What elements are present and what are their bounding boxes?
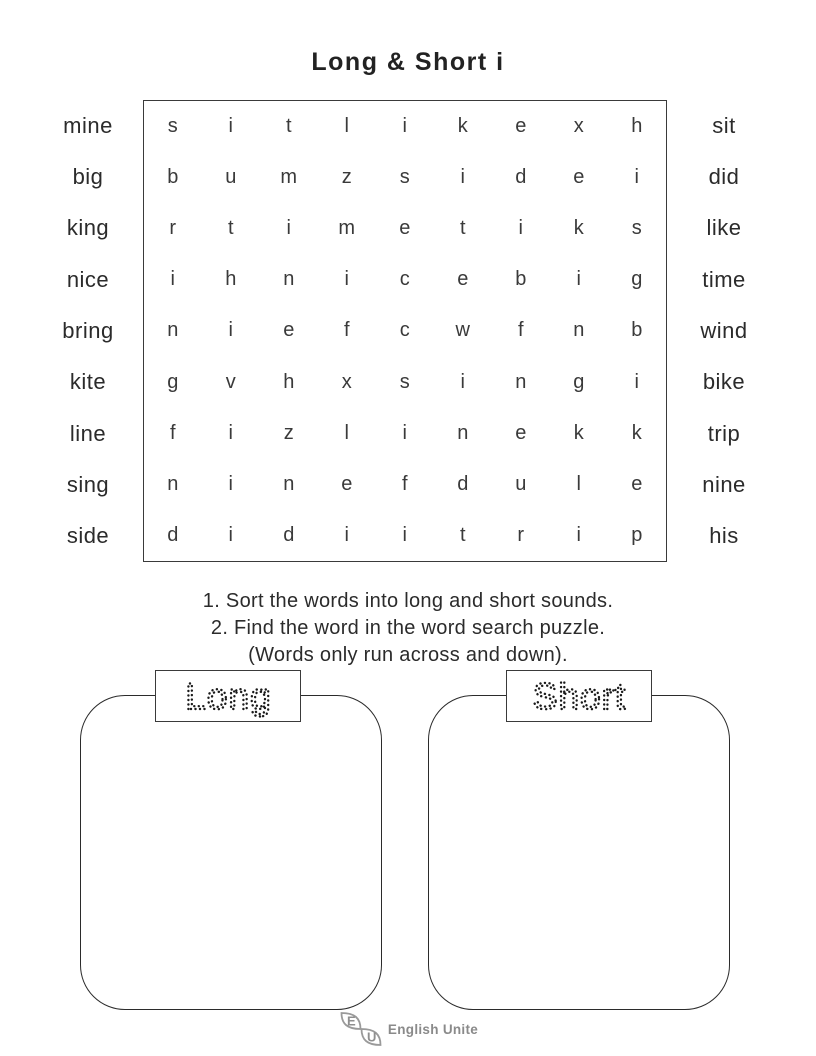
left-word-4: nice [66, 266, 110, 292]
right-word-3: like [706, 215, 742, 241]
left-word-7: line [69, 420, 107, 446]
grid-letter-r1c8: x [573, 115, 585, 138]
grid-letter-r3c4: m [338, 217, 356, 240]
instructions [0, 588, 816, 669]
instruction-line-3: (Words only run across and down). [248, 644, 568, 666]
left-word-list [36, 100, 140, 562]
logo-letter-u: U [366, 1029, 377, 1045]
grid-letter-r8c9: e [631, 472, 643, 495]
long-trace-word [157, 671, 300, 721]
right-word-6: bike [702, 369, 746, 395]
grid-letter-r3c5: e [399, 217, 411, 240]
grid-letter-r2c6: i [460, 166, 466, 189]
grid-letter-r7c2: i [228, 421, 234, 444]
page-title: Long & Short i [311, 48, 505, 76]
grid-letter-r9c4: i [344, 523, 350, 546]
grid-letter-r7c7: e [515, 421, 527, 444]
grid-letter-r1c2: i [228, 115, 234, 138]
grid-letter-r8c8: l [576, 472, 582, 495]
grid-letter-r4c4: i [344, 268, 350, 291]
grid-letter-r3c3: i [286, 217, 292, 240]
grid-letter-r2c7: d [515, 166, 527, 189]
grid-letter-r7c3: z [283, 421, 295, 444]
grid-letter-r6c6: i [460, 370, 466, 393]
brand-name: English Unite [387, 1021, 479, 1037]
word-search-grid [143, 100, 667, 562]
grid-letter-r1c4: l [344, 115, 350, 138]
grid-letter-r6c8: g [573, 370, 585, 393]
grid-letter-r5c1: n [167, 319, 179, 342]
grid-letter-r4c1: i [170, 268, 176, 291]
grid-letter-r4c8: i [576, 268, 582, 291]
grid-letter-r6c7: n [515, 370, 527, 393]
right-word-2: did [708, 163, 740, 189]
left-word-6: kite [69, 369, 107, 395]
long-label-box [155, 670, 301, 722]
long-label-text: Long [184, 676, 272, 717]
grid-letter-r4c5: c [399, 268, 411, 291]
left-word-9: side [66, 523, 110, 549]
grid-letter-r8c5: f [401, 472, 409, 495]
grid-letter-r9c9: p [631, 523, 643, 546]
grid-letter-r5c5: c [399, 319, 411, 342]
grid-letter-r3c8: k [573, 217, 585, 240]
grid-letter-r5c8: n [573, 319, 585, 342]
grid-letter-r8c2: i [228, 472, 234, 495]
logo-letter-e: E [346, 1013, 356, 1029]
grid-letter-r4c6: e [457, 268, 469, 291]
short-label-text: Short [532, 676, 626, 717]
grid-letter-r1c7: e [515, 115, 527, 138]
short-trace-word [508, 671, 651, 721]
grid-letter-r5c9: b [631, 319, 643, 342]
grid-letter-r7c5: i [402, 421, 408, 444]
left-word-1: mine [63, 112, 113, 138]
grid-letter-r9c2: i [228, 523, 234, 546]
grid-letter-r3c6: t [459, 217, 467, 240]
grid-letter-r6c5: s [399, 370, 411, 393]
grid-letter-r9c6: t [459, 523, 467, 546]
grid-letter-r9c1: d [167, 523, 179, 546]
grid-letter-r6c3: h [283, 370, 295, 393]
grid-letter-r2c4: z [341, 166, 353, 189]
grid-letter-r6c9: i [634, 370, 640, 393]
grid-letter-r1c5: i [402, 115, 408, 138]
right-word-9: his [709, 523, 739, 549]
grid-letter-r9c5: i [402, 523, 408, 546]
grid-letter-r2c1: b [167, 166, 179, 189]
left-word-8: sing [66, 471, 110, 497]
grid-letter-r9c8: i [576, 523, 582, 546]
grid-letter-r9c3: d [283, 523, 295, 546]
grid-letter-r4c2: h [225, 268, 237, 291]
grid-letter-r5c7: f [517, 319, 525, 342]
grid-letter-r8c4: e [341, 472, 353, 495]
grid-letter-r3c2: t [227, 217, 235, 240]
grid-letter-r1c1: s [167, 115, 179, 138]
english-unite-logo-icon [338, 1010, 384, 1048]
right-word-4: time [702, 266, 746, 292]
grid-letter-r1c9: h [631, 115, 643, 138]
grid-letter-r5c4: f [343, 319, 351, 342]
grid-letter-r2c5: s [399, 166, 411, 189]
grid-letter-r5c3: e [283, 319, 295, 342]
grid-letter-r6c4: x [341, 370, 353, 393]
grid-letter-r1c3: t [285, 115, 293, 138]
right-word-7: trip [707, 420, 741, 446]
grid-letter-r7c8: k [573, 421, 585, 444]
right-word-list [672, 100, 776, 562]
grid-letter-r8c1: n [167, 472, 179, 495]
grid-letter-r2c3: m [280, 166, 298, 189]
grid-letter-r6c2: v [225, 370, 237, 393]
short-sort-box [428, 695, 730, 1010]
grid-letter-r9c7: r [517, 523, 525, 546]
grid-letter-r8c3: n [283, 472, 295, 495]
grid-letter-r7c6: n [457, 421, 469, 444]
grid-letter-r3c1: r [169, 217, 177, 240]
grid-letter-r3c7: i [518, 217, 524, 240]
right-word-1: sit [712, 112, 736, 138]
short-label-box [506, 670, 652, 722]
left-word-2: big [72, 163, 104, 189]
instruction-line-1: 1. Sort the words into long and short sounds. [202, 590, 614, 612]
grid-letter-r2c9: i [634, 166, 640, 189]
right-word-8: nine [702, 471, 746, 497]
grid-letter-r4c7: b [515, 268, 527, 291]
left-word-3: king [66, 215, 110, 241]
grid-letter-r4c3: n [283, 268, 295, 291]
grid-letter-r8c7: u [515, 472, 527, 495]
grid-letter-r7c1: f [169, 421, 177, 444]
right-word-5: wind [700, 317, 748, 343]
grid-letter-r2c2: u [225, 166, 237, 189]
instruction-line-2: 2. Find the word in the word search puzzle. [210, 617, 606, 639]
grid-letter-r7c9: k [631, 421, 643, 444]
grid-letter-r7c4: l [344, 421, 350, 444]
footer [0, 1010, 816, 1048]
left-word-5: bring [62, 317, 114, 343]
grid-letter-r5c6: w [455, 319, 471, 342]
grid-letter-r2c8: e [573, 166, 585, 189]
grid-letter-r6c1: g [167, 370, 179, 393]
grid-letter-r5c2: i [228, 319, 234, 342]
grid-letter-r8c6: d [457, 472, 469, 495]
long-sort-box [80, 695, 382, 1010]
grid-letter-r4c9: g [631, 268, 643, 291]
grid-letter-r1c6: k [457, 115, 469, 138]
grid-letter-r3c9: s [631, 217, 643, 240]
